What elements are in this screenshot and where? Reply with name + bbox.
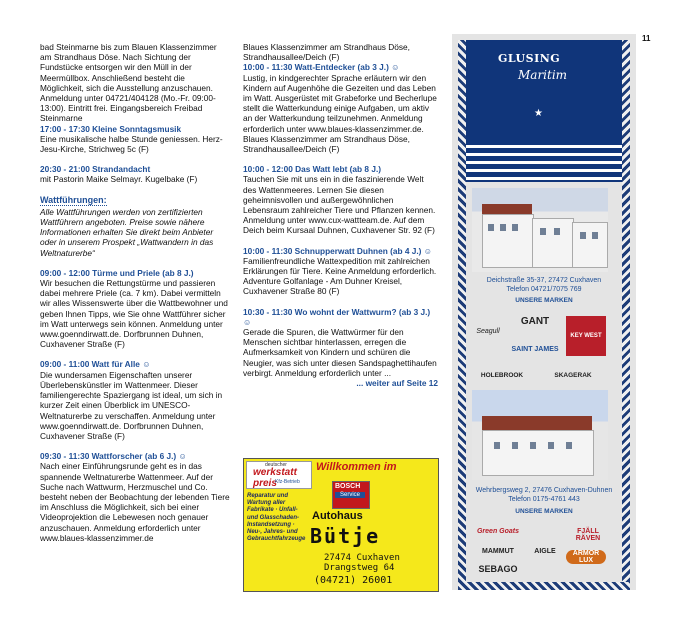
- logo-main-text: werkstatt preis: [253, 467, 297, 489]
- event-item: [40, 451, 230, 543]
- store2-phone: Telefon 0175-4761 443: [508, 496, 580, 503]
- ad-autohaus: Autohaus: [312, 510, 363, 522]
- event-body: Lustig, in kindgerechter Sprache erläutern wir den Kindern auf Augenhöhe die Gezeiten und das Leben im Watt. Ausgerüstet mit Grabeforke und Becherlupe stellt die Watterkundung einige Aufgaben, um aktiv an der Watterkundung teilzunehmen. Anmeldung erforderlich unter www.blaues-klassenzimmer.de. Blaues Klassenzimmer am Strandhaus Döse, Strandhausallee/Deich (F): [243, 72, 437, 155]
- ad-services: Reparatur und Wartung aller Fabrikate · Unfall- und Glasschaden-Instandsetzung · Neu-, Jahres- und Gebrauchtfahrzeuge: [247, 493, 306, 543]
- brand-logo: Seagull: [476, 328, 500, 335]
- section-wattfuehrungen: [40, 195, 230, 258]
- event-title: 09:00 - 11:00 Watt für Alle ☺: [40, 359, 151, 370]
- brand-logo: KEY WEST: [566, 316, 606, 356]
- star-icon: ★: [534, 108, 543, 119]
- event-body: mit Pastorin Maike Selmayr. Kugelbake (F): [40, 174, 198, 185]
- event-item: [40, 359, 230, 441]
- glusing-logo: [478, 48, 576, 90]
- event-item: [243, 307, 438, 389]
- brand-logo: Green Goats: [476, 528, 519, 535]
- event-column-2: [243, 42, 438, 388]
- ad-street: Drangstweg 64: [324, 563, 395, 573]
- event-column-1: [40, 42, 230, 553]
- event-item: [40, 164, 230, 184]
- event-body: Die wundersamen Eigenschaften unserer Überlebenskünstler im Wattenmeer. Dieser familiengerechte Spaziergang ist ideal, um sich in kurzer Zeit einen Überblick im UNESCO-Weltnaturerbe zu verschaffen. Anmeldung unter www.goenndirwatt.de. Dorfbrunnen Duhnen, Cuxhavener Straße (F): [40, 369, 223, 441]
- event-item: [243, 164, 438, 235]
- bosch-service-text: Service: [335, 492, 365, 498]
- rope-border: [458, 582, 630, 590]
- ad-zip: 27474 Cuxhaven: [324, 553, 400, 563]
- brand-logo: AIGLE: [534, 548, 556, 555]
- bosch-text: BOSCH: [335, 483, 361, 490]
- event-body: Nach einer Einführungsrunde geht es in das spannende Weltnaturerbe Wattenmeer. Auf der Suche nach Wattwurm, Herzmuschel und Co. besteht neben der Beobachtung der lebenden Tiere im Anschluss die Möglichkeit, sich bei einer Videoprojektion die Lebewesen noch genauer anzuschauen. Anmeldung erforderlich unter www.blaues-klassenzimmer.de: [40, 461, 230, 543]
- event-title: 17:00 - 17:30 Kleine Sonntagsmusik: [40, 123, 182, 134]
- store2-address: Wehrbergsweg 2, 27476 Cuxhaven-Duhnen: [475, 487, 613, 494]
- continued-link[interactable]: ... weiter auf Seite 12: [356, 378, 438, 389]
- event-title: 09:00 - 12:00 Türme und Priele (ab 8 J.): [40, 267, 194, 278]
- event-title: 10:00 - 12:00 Das Watt lebt (ab 8 J.): [243, 164, 382, 175]
- event-item: [40, 124, 230, 155]
- bosch-logo: [332, 481, 370, 509]
- brand-logo: MAMMUT: [482, 548, 514, 555]
- store1-address: Deichstraße 35-37, 27472 Cuxhaven: [486, 277, 602, 284]
- section-note: Alle Wattführungen werden von zertifizierten Wattführern angeboten. Preise sowie nähere Informationen erhalten Sie direkt beim Anbieter oder in unserem Prospekt „Wattwandern in das Weltnaturerbe“: [40, 206, 214, 258]
- brand-logo: ARMOR LUX: [566, 550, 606, 564]
- logo-sub: Maritim: [518, 68, 568, 82]
- event-title: 09:30 - 11:30 Wattforscher (ab 6 J.) ☺: [40, 451, 187, 462]
- page-number: 11: [642, 34, 651, 43]
- event-title: 10:00 - 11:30 Watt-Entdecker (ab 3 J.) ☺: [243, 62, 400, 73]
- brand-logo: FJÄLL RÄVEN: [575, 528, 601, 542]
- autohaus-advertisement: [243, 458, 439, 592]
- logo-top: GLUSING: [498, 52, 561, 65]
- store-photo-1: [472, 188, 608, 272]
- event-body: Eine musikalische halbe Stunde geniessen. Herz-Jesu-Kirche, Strichweg 5c (F): [40, 133, 223, 155]
- section-title: Wattführungen:: [40, 194, 107, 205]
- ad-phone: (04721) 26001: [314, 575, 393, 586]
- event-item: [243, 62, 438, 154]
- event-title: 10:30 - 11:30 Wo wohnt der Wattwurm? (ab 3 J.) ☺: [243, 306, 431, 327]
- event-body: Familienfreundliche Wattexpedition mit zahlreichen Erklärungen für Tiere. Keine Anmeldung erforderlich. Adventure Golfanlage - Am Duhner Kreisel, Cuxhavener Straße 80 (F): [243, 255, 437, 297]
- brands-heading: UNSERE MARKEN: [515, 297, 573, 304]
- store1-phone: Telefon 04721/7075 769: [506, 286, 582, 293]
- brand-logo: SEBAGO: [478, 564, 518, 574]
- brand-logo: HOLEBROOK: [480, 372, 524, 379]
- ad-company-name: Bütje: [310, 524, 381, 548]
- werkstatt-logo: [246, 461, 312, 489]
- event-body: Tauchen Sie mit uns ein in die faszinierende Welt des Wattenmeeres. Lernen Sie diesen geheimnisvollen und außergewöhnlichen Lebensraum zahlreicher Tiere und Pflanzen kennen. Anmeldung unter www.cux-wattteam.de. Auf dem Deich beim Kursaal Duhnen, Cuxhavener Str. 92 (F): [243, 174, 436, 236]
- event-title: 10:00 - 11:30 Schnupperwatt Duhnen (ab 4 J.) ☺: [243, 245, 433, 256]
- event-item: [243, 246, 438, 297]
- intro-text: bad Steinmarne bis zum Blauen Klassenzimmer am Strandhaus Döse. Nach Sichtung der Fundstücke entsorgen wir den Müll in der Meermüllbox. Anschließend besteht die Möglichkeit, sich die Ausstellung anzuschauen. Anmeldung unter 04721/404128 (Mo.-Fr. 09:00-13:00). Eintritt frei. Eingangsbereich Freibad Steinmarne: [40, 42, 217, 124]
- event-title: 20:30 - 21:00 Strandandacht: [40, 164, 151, 175]
- logo-sub-text: Kfz-Betrieb: [275, 479, 300, 485]
- intro-text: Blaues Klassenzimmer am Strandhaus Döse, Strandhausallee/Deich (F): [243, 42, 410, 63]
- brand-logo: SKAGERAK: [554, 372, 592, 379]
- brand-logo: SAINT JAMES: [511, 346, 559, 353]
- store-photo-2: [472, 390, 608, 480]
- ad-welcome: Willkommen im: [316, 461, 397, 473]
- brand-logo: GANT: [520, 316, 550, 327]
- banner-stripes: [458, 140, 630, 182]
- event-item: [40, 268, 230, 350]
- brands-heading: UNSERE MARKEN: [515, 508, 573, 515]
- event-body: Gerade die Spuren, die Wattwürmer für den Menschen sichtbar hinterlassen, erregen die Aufmerksamkeit von Kindern und schüren die Neugier, was sich unter diesen Sandspaghettihaufen verbirgt. Anmeldung erforderlich unter ...: [243, 327, 437, 378]
- event-body: Wir besuchen die Rettungstürme und passieren dabei mehrere Priele (ca. 7 km). Dabei vermitteln wir alles Wissenswerte über die Wattbewohner und geben Ihnen Tipps, wie Sie ohne Wattführer sicher im Watt unterwegs sein können. Anmeldung unter www.goenndirwatt.de. Dorfbrunnen Duhnen, Cuxhavener Straße (F): [40, 278, 228, 350]
- logo-small-text: deutscher: [265, 462, 287, 468]
